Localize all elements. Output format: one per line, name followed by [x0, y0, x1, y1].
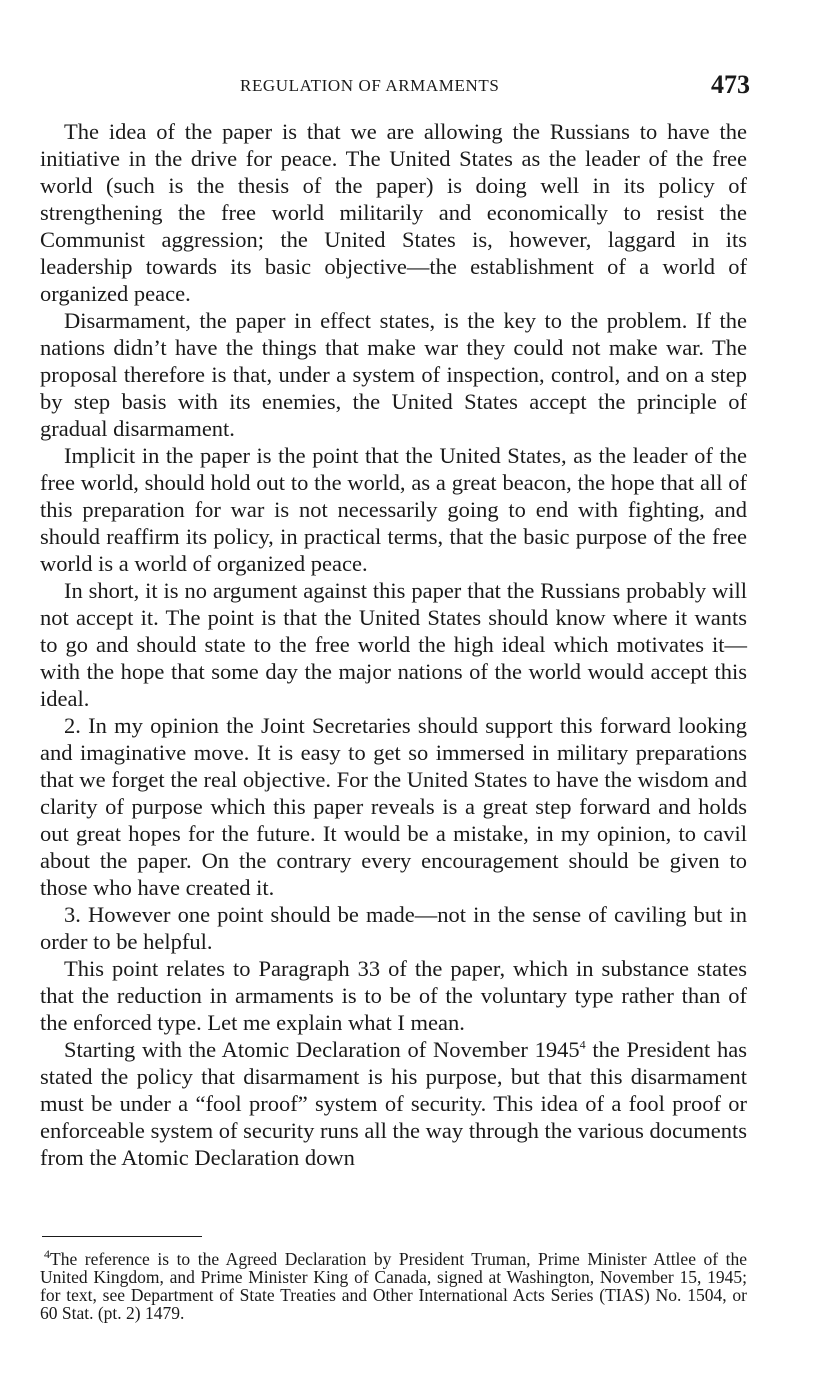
paragraph-4: In short, it is no argument against this paper that the Russians probably will not accept it. The point is that the United States should know where it wants to go and should state to the free world the high ideal which motivates it—with the hope that some day the major nations of the world would accept this ideal. [40, 578, 747, 711]
paragraph-8 [40, 1036, 747, 1171]
paragraph-1: The idea of the paper is that we are allowing the Russians to have the initiative in the drive for peace. The United States as the leader of the free world (such is the thesis of the paper) is doing well in its policy of strengthening the free world militarily and economically to resist the Communist aggression; the United States is, however, laggard in its leadership towards its basic objective—the establishment of a world of organized peace. [40, 119, 747, 306]
paragraph-2: Disarmament, the paper in effect states, is the key to the problem. If the nations didn’t have the things that make war they could not make war. The proposal therefore is that, under a system of inspection, control, and on a step by step basis with its enemies, the United States accept the principle of gradual disarmament. [40, 308, 747, 441]
paragraph-3: Implicit in the paper is the point that the United States, as the leader of the free world, should hold out to the world, as a great beacon, the hope that all of this preparation for war is not necessarily going to end with fighting, and should reaffirm its policy, in practical terms, that the basic purpose of the free world is a world of organized peace. [40, 443, 747, 576]
footnote-divider [42, 1236, 202, 1237]
footnote-reference: 4 [579, 1037, 586, 1052]
paragraph-8-end: the President has stated the policy that disarmament is his purpose, but that this disarmament must be under a “fool proof” system of security. This idea of a fool proof or enforceable system of security runs all the way through the various documents from the Atomic Declaration down [40, 1037, 748, 1170]
paragraph-6: 3. However one point should be made—not in the sense of caviling but in order to be helpful. [40, 902, 747, 954]
footnote-text: The reference is to the Agreed Declaration by President Truman, Prime Minister Attlee of the United Kingdom, and Prime Minister King of Canada, signed at Washington, November 15, 1945; for text, see Department of State Treaties and Other International Acts Series (TIAS) No. 1504, or 60 Stat. (pt. 2) 1479. [40, 1249, 747, 1323]
page-header [40, 70, 750, 104]
paragraph-5: 2. In my opinion the Joint Secretaries should support this forward looking and imaginative move. It is easy to get so immersed in military preparations that we forget the real objective. For the United States to have the wisdom and clarity of purpose which this paper reveals is a great step forward and holds out great hopes for the future. It would be a mistake, in my opinion, to cavil about the paper. On the contrary every encouragement should be given to those who have created it. [40, 713, 747, 900]
footnote-paragraph [40, 1247, 747, 1323]
page-number: 473 [711, 70, 750, 99]
footnote [40, 1247, 747, 1323]
footnote-marker: 4 [44, 1247, 50, 1262]
paragraph-7: This point relates to Paragraph 33 of the paper, which in substance states that the reduction in armaments is to be of the voluntary type rather than of the enforced type. Let me explain what I mean. [40, 956, 747, 1035]
body-text [40, 118, 747, 1171]
running-title: REGULATION OF ARMAMENTS [240, 76, 500, 95]
paragraph-8-start: Starting with the Atomic Declaration of November 1945 [64, 1037, 580, 1062]
